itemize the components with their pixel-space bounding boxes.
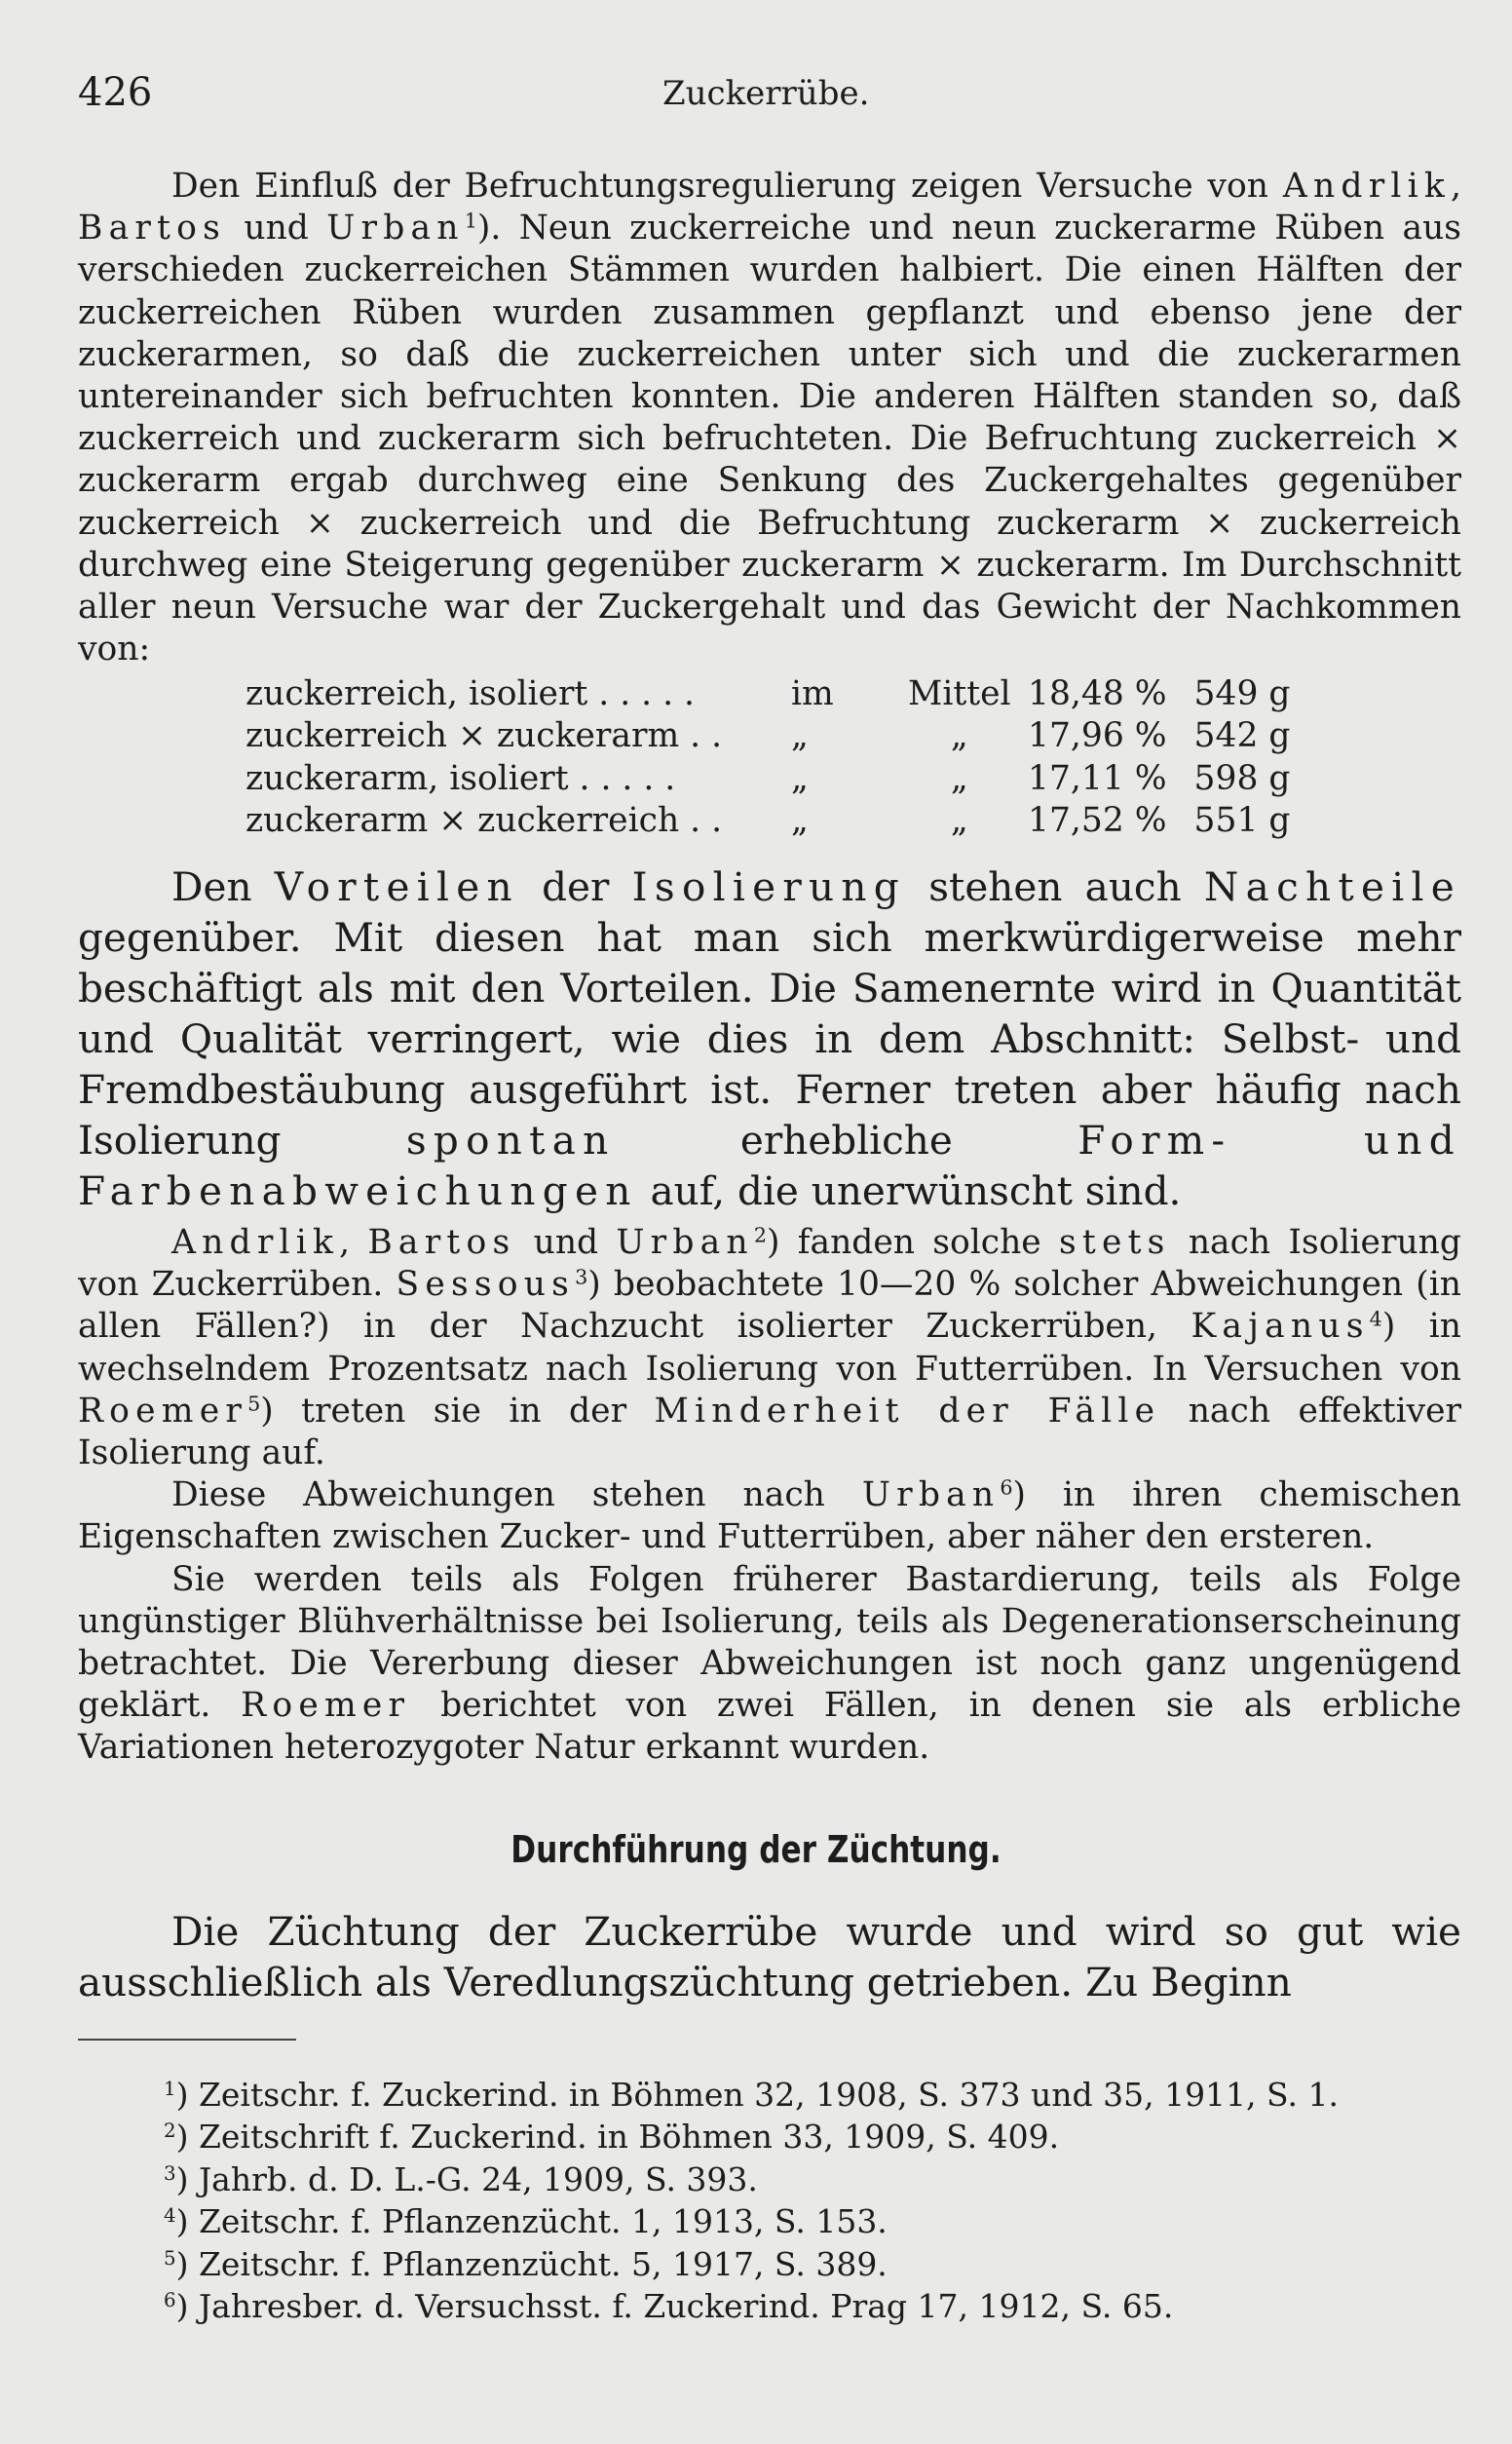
footnote-ref: 3 [575,1265,588,1289]
row-label: zuckerreich, isoliert . . . . . [246,673,695,713]
footnote [164,2243,1469,2285]
footnote-text: ) Zeitschr. f. Pflanzenzücht. 1, 1913, S. 153. [175,2202,888,2241]
text: gegenüber. Mit diesen hat man sich merkwürdigerweise mehr beschäftigt als mit den Vorteilen. Die Samenernte wird in Quantität und Qualität verringert, wie dies in dem Abschnitt: Selbst- und Fremdbestäubung ausgeführt ist. Ferner treten aber häufig nach Isolierung [78,914,1461,1164]
footnote-number: 3 [164,2161,176,2185]
footnote-ref: 6 [1000,1475,1013,1500]
text: nach Isolierung von Zuckerrüben. [78,1223,1461,1305]
mean-label: Mittel [908,673,1011,713]
author-urban: Urban [326,209,465,248]
mean-label: „ [950,801,968,841]
large-paragraph-block [78,861,1461,1216]
text: berichtet von zwei Fällen, in denen sie als erbliche Variationen heterozygoter Natur erkannt wurden. [78,1686,1461,1768]
spaced-term: spontan [405,1117,616,1164]
footnote-number: 2 [164,2119,176,2143]
text: ) in wechselndem Prozentsatz nach Isolierung von Futterrüben. In Versuchen von [78,1307,1461,1389]
table-row [246,672,1311,715]
table-row [246,800,1311,843]
mean-label: „ [950,758,968,798]
text: ) beobachtete 10—20 % solcher Abweichungen (in allen Fällen?) in der Nachzucht isolierter Zuckerrüben, [78,1265,1461,1347]
results-table [246,672,1311,842]
small-paragraphs-block [78,1222,1461,1770]
paragraph-urban-eigenschaften [78,1474,1461,1558]
sugar-percent: 17,52 % [1028,801,1167,841]
text: Den Einfluß der Befruchtungsregulierung zeigen Versuche von [171,167,1283,206]
section-heading: Durchführung der Züchtung. [510,1828,1002,1871]
text: , [339,1223,368,1262]
paragraph-veredlungszuechtung: Die Züchtung der Zuckerrübe wurde und wird so gut wie ausschließlich als Veredlungszüchtung getrieben. Zu Beginn [78,1908,1461,2005]
spaced-term: Isolierung [631,863,907,910]
footnote-number: 1 [164,2078,176,2101]
footnote-number: 6 [164,2289,176,2312]
mean-label: „ [791,716,809,756]
footnote-number: 4 [164,2204,176,2228]
intro-paragraph [78,166,1461,670]
paragraph-vorteile-nachteile [78,861,1461,1216]
spaced-term: stets [1058,1223,1171,1262]
footnotes [164,2074,1469,2327]
footnote [164,2116,1469,2158]
text: ). Neun zuckerreiche und neun zuckerarme Rüben aus verschieden zuckerreichen Stämmen wurden halbiert. Die einen Hälften der zuckerreichen Rüben wurden zusammen gepflanzt und ebenso jene der zuckerarmen, so daß die zuckerreichen unter sich und die zuckerarmen untereinander sich befruchten konnten. Die anderen Hälften standen so, daß zuckerreich und zuckerarm sich befruchteten. Die Befruchtung zuckerreich × zuckerarm ergab durchweg eine Senkung des Zuckergehaltes gegenüber zuckerreich × zuckerreich und die Befruchtung zuckerarm × zuckerreich durchweg eine Steigerung gegenüber zuckerarm × zuckerarm. Im Durchschnitt aller neun Versuche war der Zuckergehalt und das Gewicht der Nachkommen von: [78,209,1461,669]
text: und [515,1223,617,1262]
mean-label: „ [791,801,809,841]
footnote-text: ) Jahresber. d. Versuchsst. f. Zuckerind. Prag 17, 1912, S. 65. [175,2287,1174,2326]
running-title: Zuckerrübe. [662,74,870,113]
text: auf, die unerwünscht sind. [637,1167,1182,1214]
text: Den [171,863,275,910]
footnote-divider [78,2039,296,2041]
footnote [164,2200,1469,2242]
text: ) in ihren chemischen Eigenschaften zwischen Zucker- und Futterrüben, aber näher den ersteren. [78,1475,1461,1557]
author-name: Sessous [396,1265,576,1305]
text: ) fanden solche [767,1223,1059,1262]
author-bartos: Bartos [78,209,227,248]
page-header [78,70,1461,129]
footnote [164,2074,1469,2116]
weight-value: 598 g [1193,758,1291,798]
text: nach effektiver Isolierung auf. [78,1391,1462,1473]
spaced-term: Nachteile [1203,863,1461,910]
text: , [1451,167,1461,206]
sugar-percent: 17,11 % [1028,758,1167,798]
paragraph-abweichungen [78,1222,1461,1474]
row-label: zuckerarm, isoliert . . . . . [246,758,676,798]
footnote-text: ) Jahrb. d. D. L.-G. 24, 1909, S. 393. [175,2159,758,2198]
footnote-text: ) Zeitschrift f. Zuckerind. in Böhmen 33, 1909, S. 409. [175,2118,1060,2157]
spaced-term: Vorteilen [274,863,519,910]
footnote-ref: 2 [753,1223,768,1247]
text: Sie werden teils als Folgen früherer Bastardierung, teils als Folge ungünstiger Blühverhältnisse bei Isolierung, teils als Degenerationserscheinung betrachtet. Die Vererbung dieser Abweichungen ist noch ganz ungenügend geklärt. [78,1559,1461,1726]
footnote-ref: 4 [1369,1308,1382,1332]
weight-value: 551 g [1193,801,1291,841]
paragraph-folgen [78,1559,1461,1770]
sugar-percent: 17,96 % [1028,716,1167,756]
final-paragraph-block [78,1906,1461,2007]
row-label: zuckerarm × zuckerreich . . [246,801,723,841]
footnote [164,2285,1469,2327]
intro-paragraph-block [78,166,1461,670]
author-name: Andrlik [171,1223,340,1262]
text: und [226,209,327,248]
author-name: Kajanus [1191,1307,1370,1347]
text: der [518,863,632,910]
text: ) treten sie in der [260,1391,655,1431]
spaced-term: Minderheit der Fälle [654,1391,1161,1431]
mean-label: „ [791,758,809,798]
text: stehen auch [906,863,1204,910]
author-name: Roemer [241,1686,411,1726]
footnote-text: ) Zeitschr. f. Zuckerind. in Böhmen 32, 1908, S. 373 und 35, 1911, S. 1. [175,2076,1339,2114]
author-name: Urban [616,1223,754,1262]
author-name: Bartos [367,1223,516,1262]
author-name: Roemer [78,1391,248,1431]
table-row [246,757,1311,800]
footnote-number: 5 [164,2246,176,2270]
footnote-text: ) Zeitschr. f. Pflanzenzücht. 5, 1917, S. 389. [175,2244,888,2283]
author-name: Urban [861,1475,1001,1515]
row-label: zuckerreich × zuckerarm . . [246,716,723,756]
footnote-ref: 1 [464,209,477,233]
weight-value: 542 g [1193,716,1291,756]
author-andrlik: Andrlik [1282,167,1452,206]
mean-label: „ [950,716,968,756]
sugar-percent: 18,48 % [1028,673,1167,713]
weight-value: 549 g [1193,673,1291,713]
footnote [164,2158,1469,2200]
text: erhebliche [615,1117,1078,1164]
footnote-ref: 5 [247,1392,261,1416]
table-row [246,715,1311,758]
spaced-term: Form- und Farbenabweichungen [78,1117,1461,1214]
text: Diese Abweichungen stehen nach [171,1475,862,1515]
page-number: 426 [78,70,153,115]
mean-label: im [791,673,834,713]
